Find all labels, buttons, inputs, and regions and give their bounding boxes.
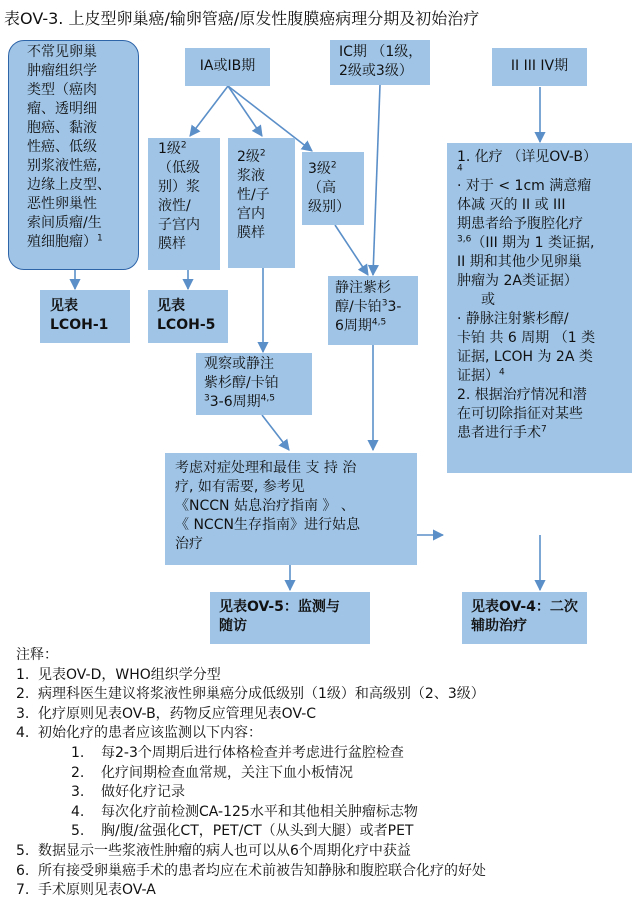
footnotes <box>16 646 486 901</box>
footnote-item: 3. 化疗原则见表OV-B，药物反应管理见表OV-C <box>16 705 317 722</box>
palliative-care-box: 考虑对症处理和最佳 支 持 治 疗, 如有需要, 参考见 《NCCN 姑息治疗指南 》 、 《 NCCN生存指南》进行姑息 治疗 <box>165 453 417 565</box>
footnote-subitem: 3. 做好化疗记录 <box>71 784 185 801</box>
footnote-subitem: 1. 每2-3个周期后进行体格检查并考虑进行盆腔检查 <box>71 744 404 761</box>
iv-paclitaxel-box: 静注紫杉 醇/卡铂$^3$3- 6周期$^{4,5}$ <box>328 276 418 345</box>
stage-ia-ib-box: IA或IB期 <box>185 48 270 86</box>
footnote-item: 7. 手术原则见表OV-A <box>16 882 156 899</box>
footnote-item: 6. 所有接受卵巢癌手术的患者均应在术前被告知静脉和腹腔联合化疗的好处 <box>16 862 486 879</box>
footnote-subitem: 2. 化疗间期检查血常规，关注下血小板情况 <box>71 764 353 781</box>
chemotherapy-box: 1. 化疗 （详见OV-B） $^4$ · 对于 < 1cm 满意瘤 体减 灭的 II 或 III 期患者给予腹腔化疗 $^{3,6}$（III 期为 1 类证据, II 期和其他少见卵巢 肿瘤为 2A类证据） 或 · 静脉注射紫杉醇/ 卡铂 共 6 周期 （1 类 证据, LCOH 为 2A 类 证据）$^4$ 2. 根据治疗情况和潜 在可切除指征对某些 患者进行手术$^7$ <box>447 143 632 473</box>
see-ov5-box: 见表OV-5：监测与 随访 <box>210 592 370 644</box>
grade1-box: 1级$^2$ （低级 别）浆 液性/ 子宫内 膜样 <box>148 138 220 270</box>
see-lcoh1-box: 见表 LCOH-1 <box>40 290 130 343</box>
page-title: 表OV-3. 上皮型卵巢癌/输卵管癌/原发性腹膜癌病理分期及初始治疗 <box>4 9 480 28</box>
grade2-box: 2级$^2$ 浆液 性/子 宫内 膜样 <box>228 138 295 268</box>
grade3-box: 3级$^2$ （高 级别） <box>302 152 364 225</box>
stage-ic-box: IC期 （1级， 2级或3级） <box>330 40 430 85</box>
see-lcoh5-box: 见表 LCOH-5 <box>148 290 228 343</box>
footnote-item: 5. 数据显示一些浆液性肿瘤的病人也可以从6个周期化疗中获益 <box>16 842 411 859</box>
footnote-subitem: 5. 胸/腹/盆强化CT，PET/CT（从头到大腿）或者PET <box>71 823 414 840</box>
observe-or-chemo-box: 观察或静注 紫杉醇/卡铂 $^3$3-6周期$^{4,5}$ <box>196 353 312 415</box>
notes-heading: 注释： <box>16 647 58 663</box>
stage-ii-iv-box: II III IV期 <box>492 48 587 86</box>
footnote-item: 1. 见表OV-D，WHO组织学分型 <box>16 666 221 683</box>
rare-histology-box: 不常见卵巢 肿瘤组织学 类型（癌肉 瘤、透明细 胞癌、黏液 性癌、低级 别浆液性癌, 边缘上皮型、 恶性卵巢性 索间质瘤/生 殖细胞瘤）$^1$ <box>8 40 139 270</box>
footnote-item: 4. 初始化疗的患者应该监测以下内容： <box>16 725 262 742</box>
see-ov4-box: 见表OV-4：二次 辅助治疗 <box>462 592 587 644</box>
footnote-item: 2. 病理科医生建议将浆液性卵巢癌分成低级别（1级）和高级别（2、3级） <box>16 686 485 703</box>
footnote-subitem: 4. 每次化疗前检测CA-125水平和其他相关肿瘤标志物 <box>71 803 418 820</box>
